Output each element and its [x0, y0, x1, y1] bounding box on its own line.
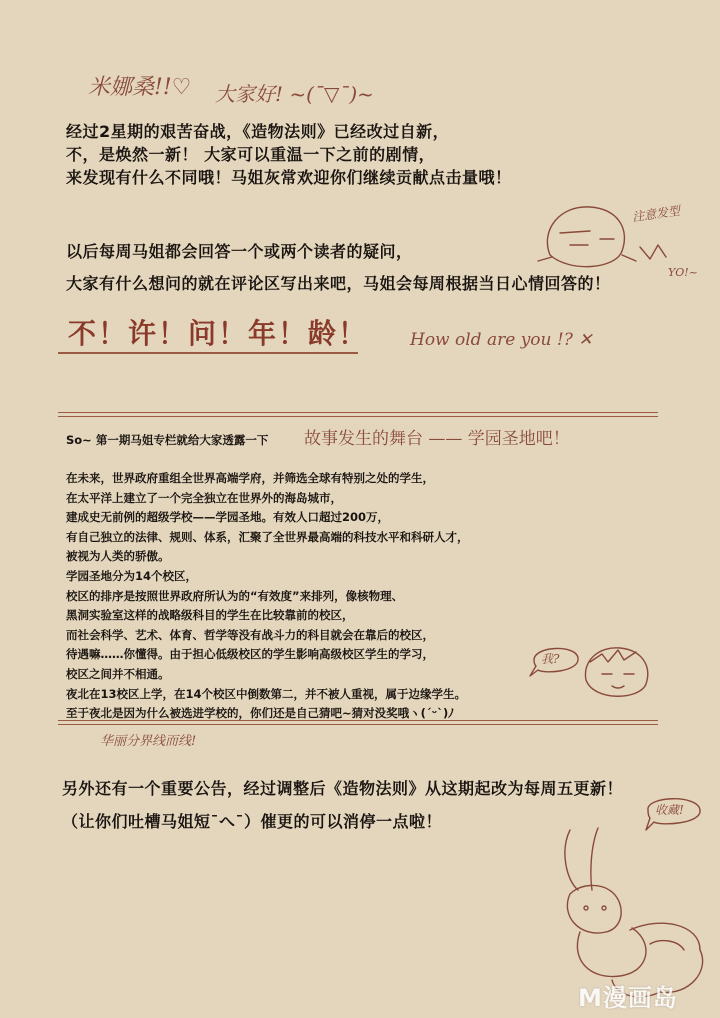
story-line: 建成史无前例的超级学校——学园圣地。有效人口超过200万，	[66, 510, 390, 525]
intro-line: 来发现有什么不同哦！马姐灰常欢迎你们继续贡献点击量哦！	[66, 168, 512, 187]
intro-line: 不，是焕然一新！ 大家可以重温一下之前的剧情，	[66, 145, 436, 164]
story-line: 在太平洋上建立了一个完全独立在世界外的海岛城市，	[66, 490, 342, 505]
story-line: 学园圣地分为14个校区，	[66, 568, 198, 583]
divider-note: 华丽分界线而线!	[100, 734, 197, 749]
divider-bottom	[58, 720, 658, 721]
qa-line: 以后每周马姐都会回答一个或两个读者的疑问，	[66, 242, 413, 261]
note-yo: YO!~	[668, 266, 698, 279]
note-hair: 注意发型	[631, 203, 681, 225]
story-line: 在未来，世界政府重组全世界高端学府，并筛选全球有特别之处的学生，	[66, 471, 434, 485]
story-line: 夜北在13校区上学，在14个校区中倒数第二，并不被人重视，属于边缘学生。	[66, 686, 467, 701]
qa-block	[66, 240, 611, 295]
divider-top	[58, 412, 658, 413]
divider-bottom-2	[58, 724, 658, 725]
watermark: M漫画岛	[578, 984, 678, 1012]
chibi-face-sketch	[578, 640, 658, 704]
intro-block	[66, 120, 512, 189]
no-age-text: 不！许！问！年！龄！	[68, 317, 369, 350]
greeting-everyone: 大家好! ~(¯▽¯)~	[215, 82, 374, 106]
intro-line: 经过2星期的艰苦奋战，《造物法则》已经改过自新，	[66, 122, 450, 141]
fav-bubble-text: 收藏!	[655, 803, 684, 817]
story-line: 黑洞实验室这样的战略级科目的学生在比较靠前的校区，	[66, 608, 354, 623]
notice-line: （让你们吐槽马姐短¯へ¯）催更的可以消停一点啦！	[62, 812, 443, 831]
story-line: 有自己独立的法律、规则、体系，汇聚了全世界最高端的科技水平和科研人才，	[66, 529, 469, 544]
story-line: 被视为人类的骄傲。	[66, 549, 170, 564]
column-hand: 故事发生的舞台 —— 学园圣地吧！	[304, 429, 570, 449]
me-bubble-text: 我?	[541, 652, 560, 666]
qa-line: 大家有什么想问的就在评论区写出来吧，马姐会每周根据当日心情回答的！	[66, 274, 611, 293]
greeting-hello: 米娜桑!!♡	[88, 75, 192, 100]
story-line: 而社会科学、艺术、体育、哲学等没有战斗力的科目就会在靠后的校区，	[66, 627, 434, 642]
underline-no-age	[58, 352, 358, 354]
story-line: 至于夜北是因为什么被选进学校的，你们还是自己猜吧~猜对没奖哦ヽ(ˊᵕˋ)ﾉ	[66, 706, 455, 721]
column-intro: So~ 第一期马姐专栏就给大家透露一下	[66, 433, 269, 447]
story-line: 校区的排序是按照世界政府所认为的“有效度”来排列，像核物理、	[66, 588, 404, 603]
notice-line: 另外还有一个重要公告，经过调整后《造物法则》从这期起改为每周五更新！	[62, 779, 624, 798]
story-block	[66, 469, 469, 724]
how-old-text: How old are you !? ✕	[410, 330, 593, 350]
story-line: 待遇嘛……你懂得。由于担心低级校区的学生影响高级校区学生的学习，	[66, 647, 434, 662]
divider-top-2	[58, 416, 658, 417]
story-line: 校区之间并不相通。	[66, 666, 170, 681]
